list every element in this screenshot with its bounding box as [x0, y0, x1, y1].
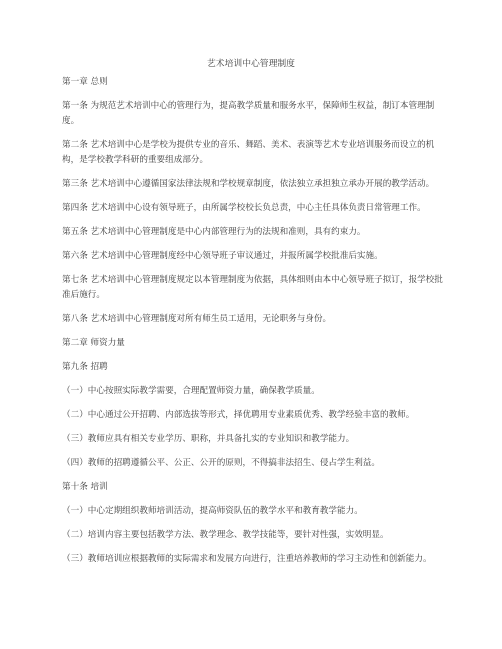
- chapter-heading: 第一章 总则: [62, 77, 108, 87]
- article-paragraph: 第三条 艺术培训中心遵循国家法律法规和学校规章制度，依法独立承担独立承办开展的教学活动。: [62, 179, 435, 189]
- article-paragraph: 第七条 艺术培训中心管理制度规定以本管理制度为依据，具体细则由本中心领导班子拟订，报学校批准后施行。: [62, 275, 443, 300]
- list-item: （一）中心按照实际教学需要，合理配置师资力量，确保教学质量。: [62, 386, 320, 396]
- document-title: 艺术培训中心管理制度: [207, 59, 295, 69]
- list-item: （二）培训内容主要包括教学方法、教学理念、教学技能等，要针对性强，实效明显。: [62, 530, 389, 540]
- article-heading: 第十条 培训: [62, 482, 108, 492]
- list-item: （一）中心定期组织教师培训活动，提高师资队伍的教学水平和教育教学能力。: [62, 506, 363, 516]
- article-heading: 第九条 招聘: [62, 362, 108, 372]
- article-paragraph: 第一条 为规范艺术培训中心的管理行为，提高教学质量和服务水平，保障师生权益，制订本管理制度。: [62, 101, 435, 126]
- list-item: （四）教师的招聘遵循公平、公正、公开的原则，不得搞非法招生、侵占学生利益。: [62, 458, 380, 468]
- chapter-heading: 第二章 师资力量: [62, 338, 125, 348]
- article-paragraph: 第八条 艺术培训中心管理制度对所有师生员工适用，无论职务与身份。: [62, 314, 332, 324]
- list-item: （三）教师培训应根据教师的实际需求和发展方向进行，注重培养教师的学习主动性和创新能力。: [62, 554, 432, 564]
- article-paragraph: 第四条 艺术培训中心设有领导班子，由所属学校校长负总责，中心主任具体负责日常管理工作。: [62, 203, 426, 213]
- article-paragraph: 第二条 艺术培训中心是学校为提供专业的音乐、舞蹈、美术、表演等艺术专业培训服务而设立的机构，是学校教学科研的重要组成部分。: [62, 140, 435, 165]
- list-item: （三）教师应具有相关专业学历、职称，并具备扎实的专业知识和教学能力。: [62, 434, 355, 444]
- list-item: （二）中心通过公开招聘、内部选拔等形式，择优聘用专业素质优秀、教学经验丰富的教师。: [62, 410, 415, 420]
- article-paragraph: 第五条 艺术培训中心管理制度是中心内部管理行为的法规和准则，具有约束力。: [62, 227, 366, 237]
- article-paragraph: 第六条 艺术培训中心管理制度经中心领导班子审议通过，并报所属学校批准后实施。: [62, 251, 383, 261]
- document-body: [62, 75, 446, 576]
